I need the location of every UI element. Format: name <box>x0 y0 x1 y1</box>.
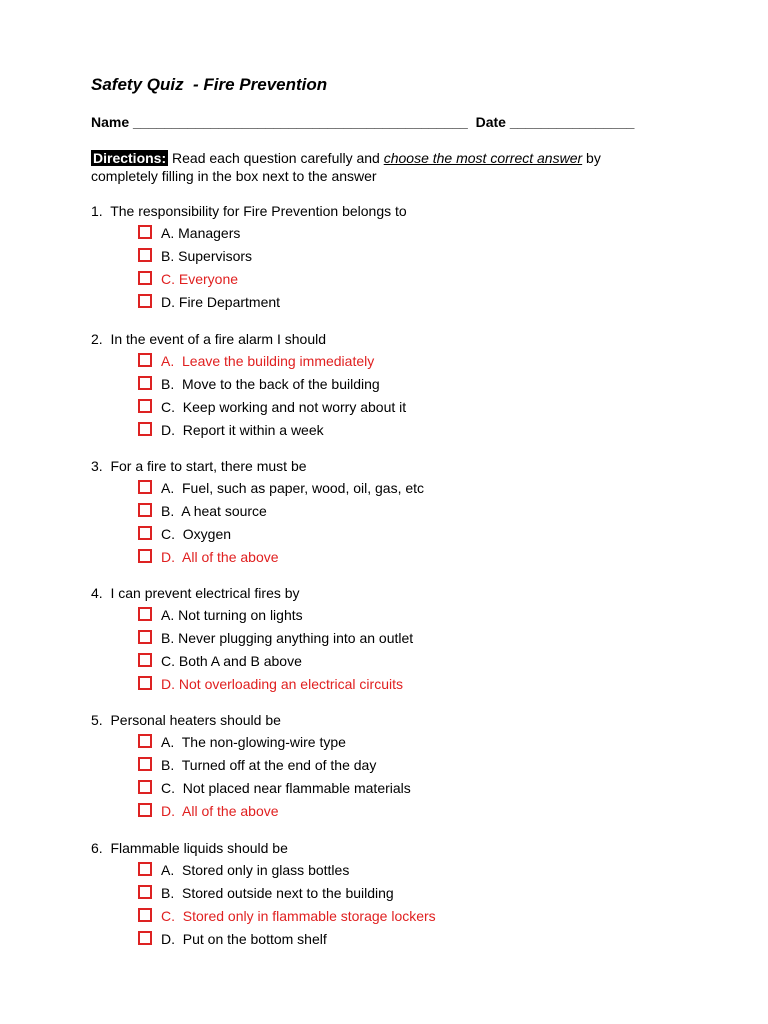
checkbox-icon[interactable] <box>138 294 152 308</box>
question-text: 5. Personal heaters should be <box>91 712 281 728</box>
question-text: 1. The responsibility for Fire Prevention belongs to <box>91 203 407 219</box>
option-label: C. Keep working and not worry about it <box>161 399 407 415</box>
option-label: A. Not turning on lights <box>161 607 303 623</box>
option-label: D. Not overloading an electrical circuits <box>161 676 403 692</box>
option-label: B. Never plugging anything into an outlet <box>161 630 414 646</box>
directions-text-before: Read each question carefully and <box>168 150 384 166</box>
question-text: 6. Flammable liquids should be <box>91 840 288 856</box>
checkbox-icon[interactable] <box>138 399 152 413</box>
checkbox-icon[interactable] <box>138 271 152 285</box>
checkbox-icon[interactable] <box>138 503 152 517</box>
checkbox-icon[interactable] <box>138 885 152 899</box>
option-2a[interactable] <box>138 350 711 373</box>
checkbox-icon[interactable] <box>138 549 152 563</box>
option-label: A. Stored only in glass bottles <box>161 862 350 878</box>
option-4c[interactable] <box>138 650 711 673</box>
option-label: A. Managers <box>161 225 241 241</box>
option-label: D. Put on the bottom shelf <box>161 931 327 947</box>
option-3d[interactable] <box>138 546 711 569</box>
checkbox-icon[interactable] <box>138 526 152 540</box>
checkbox-icon[interactable] <box>138 734 152 748</box>
option-1d[interactable] <box>138 291 711 314</box>
option-5d[interactable] <box>138 800 711 823</box>
option-label: C. Both A and B above <box>161 653 302 669</box>
checkbox-icon[interactable] <box>138 803 152 817</box>
option-4b[interactable] <box>138 627 711 650</box>
option-5b[interactable] <box>138 754 711 777</box>
checkbox-icon[interactable] <box>138 780 152 794</box>
question-text: 4. I can prevent electrical fires by <box>91 585 300 601</box>
option-5a[interactable] <box>138 731 711 754</box>
option-label: D. All of the above <box>161 549 279 565</box>
checkbox-icon[interactable] <box>138 653 152 667</box>
question-4 <box>91 582 711 696</box>
option-6a[interactable] <box>138 859 711 882</box>
checkbox-icon[interactable] <box>138 862 152 876</box>
option-label: D. All of the above <box>161 803 279 819</box>
question-1 <box>91 200 711 314</box>
option-2c[interactable] <box>138 396 711 419</box>
directions <box>91 149 651 185</box>
option-6b[interactable] <box>138 882 711 905</box>
directions-text-after: by completely filling in the box next to the answer <box>91 150 601 184</box>
option-5c[interactable] <box>138 777 711 800</box>
option-1c[interactable] <box>138 268 711 291</box>
question-5 <box>91 709 711 823</box>
checkbox-icon[interactable] <box>138 630 152 644</box>
checkbox-icon[interactable] <box>138 353 152 367</box>
option-label: D. Fire Department <box>161 294 281 310</box>
question-text: 3. For a fire to start, there must be <box>91 458 307 474</box>
quiz-title: Safety Quiz - Fire Prevention <box>91 75 328 94</box>
checkbox-icon[interactable] <box>138 931 152 945</box>
option-6c[interactable] <box>138 905 711 928</box>
option-label: B. Supervisors <box>161 248 253 264</box>
checkbox-icon[interactable] <box>138 757 152 771</box>
checkbox-icon[interactable] <box>138 376 152 390</box>
checkbox-icon[interactable] <box>138 676 152 690</box>
option-2d[interactable] <box>138 419 711 442</box>
option-label: A. Leave the building immediately <box>161 353 375 369</box>
option-label: C. Everyone <box>161 271 239 287</box>
option-3b[interactable] <box>138 500 711 523</box>
checkbox-icon[interactable] <box>138 908 152 922</box>
directions-emphasis: choose the most correct answer <box>383 150 583 166</box>
name-date-line: Name ___________________________________________ Date ________________ <box>91 114 635 130</box>
checkbox-icon[interactable] <box>138 248 152 262</box>
option-label: C. Oxygen <box>161 526 232 542</box>
question-3 <box>91 455 711 569</box>
option-label: A. The non-glowing-wire type <box>161 734 346 750</box>
checkbox-icon[interactable] <box>138 225 152 239</box>
question-2 <box>91 328 711 442</box>
question-6 <box>91 837 711 951</box>
checkbox-icon[interactable] <box>138 607 152 621</box>
question-text: 2. In the event of a fire alarm I should <box>91 331 327 347</box>
option-4d[interactable] <box>138 673 711 696</box>
option-6d[interactable] <box>138 928 711 951</box>
option-label: B. Stored outside next to the building <box>161 885 394 901</box>
option-label: C. Stored only in flammable storage lockers <box>161 908 436 924</box>
checkbox-icon[interactable] <box>138 480 152 494</box>
option-1a[interactable] <box>138 222 711 245</box>
option-label: B. A heat source <box>161 503 267 519</box>
directions-label: Directions: <box>93 150 167 166</box>
option-3c[interactable] <box>138 523 711 546</box>
option-label: B. Turned off at the end of the day <box>161 757 377 773</box>
option-label: B. Move to the back of the building <box>161 376 380 392</box>
checkbox-icon[interactable] <box>138 422 152 436</box>
option-1b[interactable] <box>138 245 711 268</box>
option-label: D. Report it within a week <box>161 422 324 438</box>
option-3a[interactable] <box>138 477 711 500</box>
option-2b[interactable] <box>138 373 711 396</box>
option-label: A. Fuel, such as paper, wood, oil, gas, etc <box>161 480 425 496</box>
option-4a[interactable] <box>138 604 711 627</box>
option-label: C. Not placed near flammable materials <box>161 780 411 796</box>
